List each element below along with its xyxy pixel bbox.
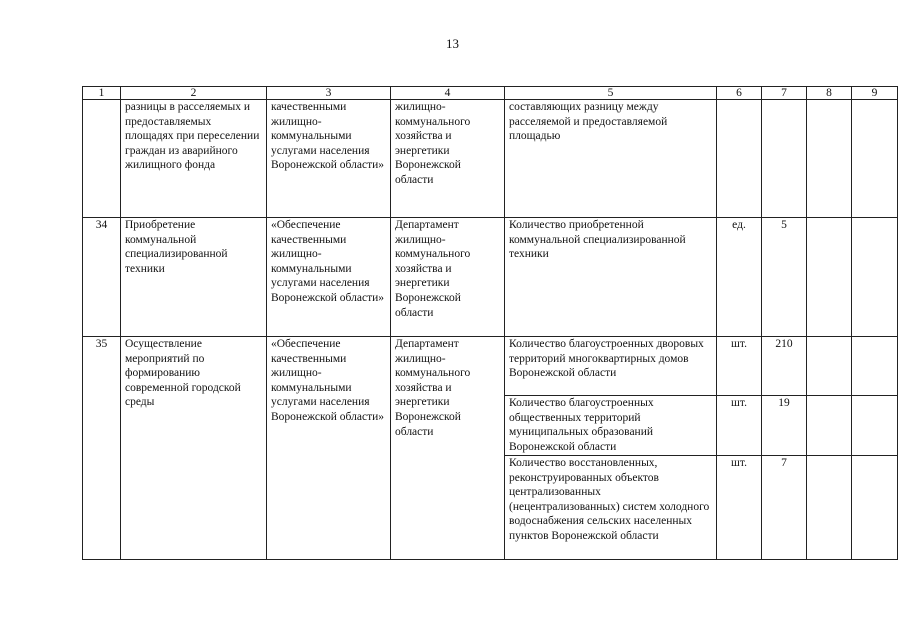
page-number: 13	[446, 36, 459, 51]
empty-cell	[852, 218, 898, 337]
empty-cell	[807, 337, 852, 396]
column-header: 3	[267, 87, 391, 100]
indicator-text: Количество приобретенной коммунальной специализированной техники	[505, 218, 717, 337]
indicator-unit: ед.	[717, 218, 762, 337]
empty-cell	[807, 456, 852, 560]
empty-cell	[852, 396, 898, 456]
indicator-text: Количество благоустроенных дворовых территорий многоквартирных домов Воронежской области	[505, 337, 717, 396]
empty-cell	[852, 456, 898, 560]
column-header: 9	[852, 87, 898, 100]
row-number: 34	[83, 218, 121, 337]
executor-name: Департамент жилищно-коммунального хозяйства и энергетики Воронежской области	[391, 218, 505, 337]
program-name: «Обеспечение качественными жилищно-коммунальными услугами населения Воронежской области»	[267, 218, 391, 337]
column-header: 7	[762, 87, 807, 100]
column-header: 4	[391, 87, 505, 100]
indicator-unit: шт.	[717, 396, 762, 456]
indicators-table	[82, 86, 898, 560]
table-row	[83, 218, 898, 337]
empty-cell	[852, 100, 898, 218]
column-header: 2	[121, 87, 267, 100]
measure-name: разницы в расселяемых и предоставляемых площадях при переселении граждан из аварийного жилищного фонда	[121, 100, 267, 218]
empty-cell	[807, 100, 852, 218]
indicator-text: составляющих разницу между расселяемой и предоставляемой площадью	[505, 100, 717, 218]
table-row	[83, 100, 898, 218]
indicator-unit: шт.	[717, 456, 762, 560]
indicator-unit: шт.	[717, 337, 762, 396]
empty-cell	[807, 396, 852, 456]
indicator-value: 210	[762, 337, 807, 396]
column-header: 1	[83, 87, 121, 100]
empty-cell	[852, 337, 898, 396]
table-row	[83, 337, 898, 396]
empty-cell	[807, 218, 852, 337]
row-number	[83, 100, 121, 218]
column-header: 6	[717, 87, 762, 100]
measure-name: Приобретение коммунальной специализированной техники	[121, 218, 267, 337]
row-number: 35	[83, 337, 121, 560]
program-name: «Обеспечение качественными жилищно-коммунальными услугами населения Воронежской области»	[267, 337, 391, 560]
indicator-value	[762, 100, 807, 218]
indicator-value: 19	[762, 396, 807, 456]
indicator-value: 7	[762, 456, 807, 560]
measure-name: Осуществление мероприятий по формированию современной городской среды	[121, 337, 267, 560]
program-name: качественными жилищно-коммунальными услугами населения Воронежской области»	[267, 100, 391, 218]
indicator-text: Количество восстановленных, реконструированных объектов централизованных (нецентрализованных) систем холодного водоснабжения сельских населенных пунктов Воронежской области	[505, 456, 717, 560]
column-header: 5	[505, 87, 717, 100]
indicator-value: 5	[762, 218, 807, 337]
indicator-text: Количество благоустроенных общественных территорий муниципальных образований Воронежской области	[505, 396, 717, 456]
indicator-unit	[717, 100, 762, 218]
executor-name: Департамент жилищно-коммунального хозяйства и энергетики Воронежской области	[391, 337, 505, 560]
column-number-row	[83, 87, 898, 100]
executor-name: жилищно-коммунального хозяйства и энергетики Воронежской области	[391, 100, 505, 218]
column-header: 8	[807, 87, 852, 100]
